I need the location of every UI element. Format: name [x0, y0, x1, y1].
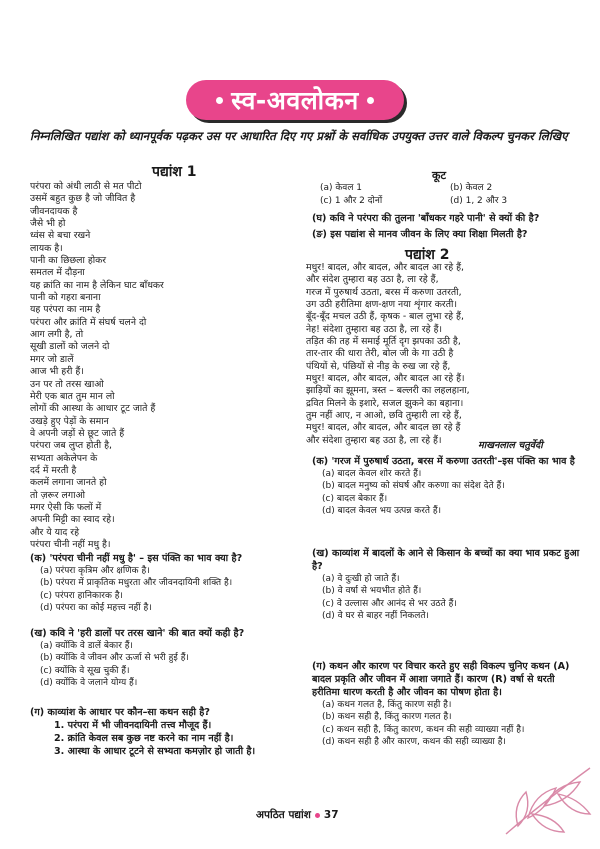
- question-text: (ख) कवि ने 'हरी डालों पर तरस खाने' की बात क्यों कही है?: [30, 628, 245, 639]
- poem-line: दर्द में मरती है: [30, 464, 77, 476]
- option[interactable]: (a) कथन गलत है, किंतु कारण सही है।: [322, 700, 452, 710]
- poem-line: और संदेश तुम्हारा बह उठा है, ला रहे हैं,: [306, 274, 439, 286]
- banner-dot-left: [216, 97, 223, 104]
- poem-line: अपनी मिट्टी का स्वाद रहे।: [30, 514, 115, 526]
- koot-option[interactable]: (b) केवल 2: [450, 183, 493, 193]
- koot-label: कूट: [432, 169, 446, 182]
- poem-line: परंपरा को अंधी लाठी से मत पीटो: [30, 181, 142, 192]
- poem-line: मेरी एक बात तुम मान लो: [30, 390, 115, 402]
- poem-line: उग उठी हरीतिमा क्षण-क्षण नया शृंगार करती।: [306, 299, 457, 311]
- option[interactable]: (c) बादल बेकार हैं।: [322, 493, 388, 504]
- banner-title: स्व-अवलोकन: [231, 86, 359, 115]
- statement: 3. आस्था के आधार टूटने से सभ्यता कमज़ोर हो जाती है।: [54, 746, 256, 757]
- poem-line: झाड़ियों का झूमना, त्रस्त – बल्लरी का लहलहाना,: [306, 385, 470, 397]
- option[interactable]: (b) कथन सही है, किंतु कारण गलत है।: [322, 712, 452, 723]
- section-banner: [186, 80, 404, 120]
- poem-line: ध्वंस से बचा रखने: [30, 230, 91, 242]
- option[interactable]: (c) वे उल्लास और आनंद से भर उठते हैं।: [322, 598, 457, 609]
- right-question-kha: [312, 547, 580, 623]
- poem-line: पंथियों से, पंछियों से नीड़ के रुख जा रहे हैं,: [306, 360, 451, 372]
- poem-line: उखड़े हुए पेड़ों के समान: [30, 415, 109, 427]
- option[interactable]: (c) कथन सही है, किंतु कारण, कथन की सही व्याख्या नहीं है।: [322, 724, 525, 735]
- option[interactable]: (b) क्योंकि वे जीवन और ऊर्जा से भरी हुई हैं।: [40, 653, 189, 664]
- poem-line: गरज में पुरुषार्थ उठता, बरस में करुणा उतरती,: [306, 286, 462, 298]
- koot-option[interactable]: (a) केवल 1: [320, 183, 363, 193]
- option[interactable]: (d) बादल केवल भय उत्पन्न करते हैं।: [322, 506, 442, 517]
- banner-dot-right: [367, 97, 374, 104]
- padyansh-1-heading: पद्यांश 1: [152, 164, 197, 180]
- statement: 2. क्रांति केवल सब कुछ नष्ट करने का नाम नहीं है।: [54, 733, 234, 744]
- poem-line: और ये याद रहे: [30, 526, 80, 538]
- poem-line: तार-तार की धारा तेरी, बोल जी के गा उठी है: [306, 348, 454, 360]
- option[interactable]: (b) वे वर्षा से भयभीत होते हैं।: [322, 586, 422, 597]
- poem-line: पानी को गहरा बनाना: [30, 292, 101, 304]
- poem-line: मधुर! बादल, और बादल, और बादल आ रहे हैं।: [306, 373, 465, 385]
- poem-line: परंपरा चीनी नहीं मधु है।: [30, 538, 111, 550]
- poet-name: माखनलाल चतुर्वेदी: [478, 440, 543, 451]
- option[interactable]: (a) परंपरा कृत्रिम और क्षणिक है।: [40, 566, 150, 576]
- poem-line: परंपरा जब लुप्त होती है,: [30, 440, 113, 452]
- poem-line: तो ज़रूर लगाओ: [30, 489, 85, 501]
- footer-dot: [315, 813, 320, 818]
- poem-line: पानी का छिछला होकर: [30, 255, 107, 267]
- question-nga: (ङ) इस पद्यांश से मानव जीवन के लिए क्या शिक्षा मिलती है?: [312, 229, 528, 240]
- poem-line: और संदेशा तुम्हारा बह उठा है, ला रहे हैं।: [306, 434, 442, 446]
- option-list: [312, 573, 580, 623]
- padyansh-2-heading: पद्यांश 2: [405, 247, 450, 263]
- question-text: (ख) काव्यांश में बादलों के आने से किसान के बच्चों का क्या भाव प्रकट हुआ है?: [312, 548, 580, 572]
- poem-line: लायक है।: [30, 242, 63, 254]
- option[interactable]: (b) बादल मनुष्य को संघर्ष और करुणा का संदेश देते हैं।: [322, 481, 505, 492]
- statement-list: [30, 719, 300, 758]
- option[interactable]: (d) वे घर से बाहर नहीं निकलते।: [322, 611, 429, 622]
- poem-line: आज भी हरी हैं।: [30, 366, 84, 378]
- option[interactable]: (d) परंपरा का कोई महत्त्व नहीं है।: [40, 603, 152, 614]
- poem-line: मधुर! बादल, और बादल, और बादल छा रहे हैं: [306, 422, 461, 434]
- poem-line: लोगों की आस्था के आधार टूट जाते हैं: [30, 403, 156, 415]
- poem-line: तड़ित की तह में समाई मूर्ति दृग झपका उठी है,: [306, 336, 461, 348]
- poem-line: सभ्यता अकेलेपन के: [30, 452, 98, 464]
- left-question-kha: [30, 627, 300, 690]
- poem-line: उन पर तो तरस खाओ: [30, 378, 104, 390]
- poem-line: द्रवित मिलने के इशारे, सजल झुकने का बहाना।: [306, 397, 464, 409]
- option[interactable]: (a) बादल केवल शोर करते हैं।: [322, 469, 422, 479]
- leaf-decoration-icon: [498, 762, 594, 842]
- poem-line: यह परंपरा का नाम है: [30, 304, 101, 316]
- poem-line: सूखी डालों को जलने दो: [30, 341, 110, 353]
- option-list: [312, 468, 580, 518]
- poem-line: बूँद-बूँद मचल उठी हैं, कृषक - बाल लुभा रहे हैं,: [306, 311, 464, 323]
- poem-line: कलमें लगाना जानते हो: [30, 477, 107, 489]
- option[interactable]: (c) क्योंकि वे सूख चुकी हैं।: [40, 665, 130, 676]
- koot-option[interactable]: (d) 1, 2 और 3: [450, 195, 508, 206]
- poem-line: वे अपनी जड़ों से छूट जाते हैं: [30, 427, 125, 439]
- option[interactable]: (b) परंपरा में प्राकृतिक मधुरता और जीवनदायिनी शक्ति है।: [40, 578, 233, 589]
- poem-line: मगर ऐसी कि फलों में: [30, 501, 102, 513]
- question-text: (ग) कथन और कारण पर विचार करते हुए सही विकल्प चुनिए कथन (A) बादल प्रकृति और जीवन में आशा जगाते हैं। कारण (R) वर्षा से धरती हरीतिमा धारण करती है और जीवन का पोषण होता है।: [312, 661, 570, 698]
- left-question-ga: [30, 706, 300, 758]
- poem-line: परंपरा और क्रांति में संघर्ष चलने दो: [30, 316, 147, 328]
- question-text: (क) 'परंपरा चीनी नहीं मधु है' – इस पंक्ति का भाव क्या है?: [30, 553, 243, 564]
- instructions: निम्नलिखित पद्यांश को ध्यानपूर्वक पढ़कर उस पर आधारित दिए गए प्रश्नों के सर्वाधिक उपयुक्त उत्तर वाले विकल्प चुनकर लिखिए: [30, 129, 568, 143]
- poem-line: मगर जो डालें: [30, 353, 74, 365]
- footer-section: अपठित पद्यांश: [256, 809, 311, 821]
- koot-options: [320, 182, 580, 207]
- poem-line: जैसे भी हो: [30, 218, 66, 230]
- poem-line: आग लगी है, तो: [30, 329, 84, 341]
- left-question-ka: [30, 552, 300, 615]
- poem-line: यह क्रांति का नाम है लेकिन घाट बाँधकर: [30, 279, 164, 291]
- right-question-ga: [312, 660, 580, 749]
- poem-line: समतल में दौड़ना: [30, 267, 85, 279]
- padyansh-1-poem: [30, 181, 285, 551]
- option[interactable]: (d) क्योंकि वे जलाने योग्य हैं।: [40, 678, 138, 689]
- poem-line: जीवनदायक है: [30, 205, 78, 217]
- option-list: [30, 640, 300, 690]
- page-number: 37: [323, 809, 339, 821]
- option-list: [30, 565, 300, 615]
- right-question-ka: [312, 455, 580, 518]
- option-list: [312, 699, 580, 749]
- poem-line: तुम नहीं आए, न आओ, छवि तुम्हारी ला रहे हैं,: [306, 410, 462, 422]
- koot-option[interactable]: (c) 1 और 2 दोनों: [320, 195, 383, 206]
- poem-line: नेह! संदेशा तुम्हारा बह उठा है, ला रहे हैं।: [306, 323, 443, 335]
- poem-line: मधुर! बादल, और बादल, और बादल आ रहे हैं,: [306, 262, 464, 273]
- option[interactable]: (d) कथन सही है और कारण, कथन की सही व्याख्या है।: [322, 737, 506, 748]
- option[interactable]: (a) वे दुःखी हो जाते हैं।: [322, 574, 400, 584]
- statement: 1. परंपरा में भी जीवनदायिनी तत्त्व मौजूद हैं।: [54, 720, 212, 731]
- padyansh-2-poem: [306, 262, 586, 447]
- question-text: (क) 'गरज में पुरुषार्थ उठता, बरस में करुणा उतरती'–इस पंक्ति का भाव है: [312, 456, 575, 467]
- poem-line: उसमें बहुत कुछ है जो जीवित है: [30, 193, 136, 205]
- question-gha: (घ) कवि ने परंपरा की तुलना 'बाँधकर गहरे पानी' से क्यों की है?: [312, 213, 540, 224]
- option[interactable]: (a) क्योंकि वे डालें बेकार हैं।: [40, 641, 133, 651]
- question-text: (ग) काव्यांश के आधार पर कौन–सा कथन सही है?: [30, 707, 210, 718]
- option[interactable]: (c) परंपरा हानिकारक है।: [40, 590, 123, 601]
- page-footer: [256, 808, 339, 822]
